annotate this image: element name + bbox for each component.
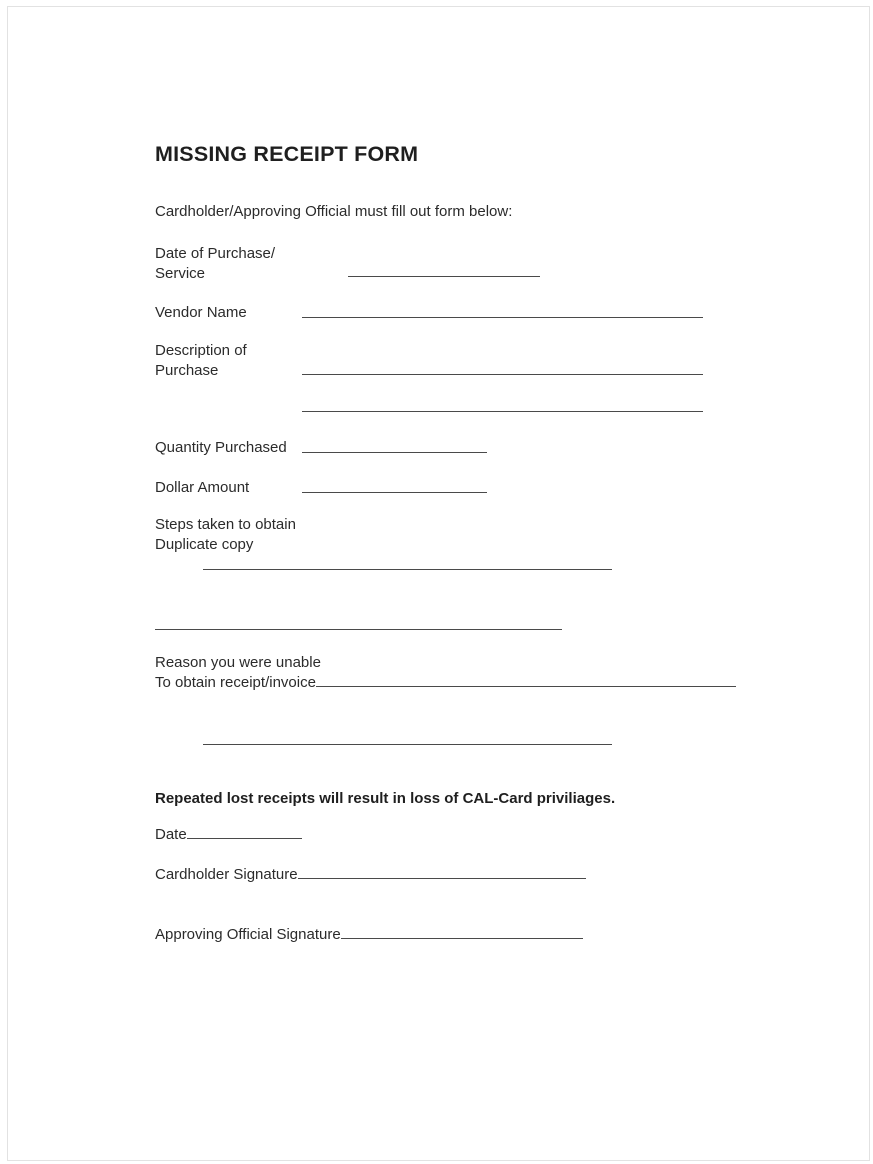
reason-unable-blank-line-2 — [203, 731, 612, 745]
date-field — [155, 825, 302, 845]
reason-unable-label: Reason you were unable To obtain receipt/invoice — [155, 653, 736, 693]
approving-official-signature-blank-line — [341, 925, 583, 939]
vendor-name-label: Vendor Name — [155, 304, 247, 321]
lost-receipts-warning: Repeated lost receipts will result in loss of CAL-Card priviliages. — [155, 790, 616, 807]
approving-official-signature-field — [155, 925, 583, 945]
quantity-purchased-label: Quantity Purchased — [155, 439, 287, 456]
steps-taken-blank-line-2 — [155, 616, 562, 630]
reason-unable-blank-line-1 — [316, 673, 736, 687]
date-of-purchase-blank-line — [348, 263, 540, 277]
steps-taken-blank-line-1 — [203, 556, 612, 570]
date-of-purchase-label: Date of Purchase/ Service — [155, 245, 276, 282]
vendor-name-blank-line — [302, 304, 703, 318]
description-of-purchase-label: Description of Purchase — [155, 342, 247, 379]
description-blank-line-2 — [302, 398, 703, 412]
form-title: MISSING RECEIPT FORM — [155, 142, 419, 166]
form-instructions: Cardholder/Approving Official must fill out form below: — [155, 203, 513, 220]
steps-taken-label: Steps taken to obtain Duplicate copy — [155, 516, 296, 553]
quantity-purchased-blank-line — [302, 439, 487, 453]
cardholder-signature-label: Cardholder Signature — [155, 866, 298, 883]
dollar-amount-blank-line — [302, 479, 487, 493]
dollar-amount-label: Dollar Amount — [155, 479, 250, 496]
cardholder-signature-blank-line — [298, 865, 586, 879]
approving-official-signature-label: Approving Official Signature — [155, 926, 341, 943]
description-blank-line-1 — [302, 361, 703, 375]
date-blank-line — [187, 825, 302, 839]
page-border — [7, 6, 870, 1161]
cardholder-signature-field — [155, 865, 586, 885]
date-label: Date — [155, 826, 187, 843]
